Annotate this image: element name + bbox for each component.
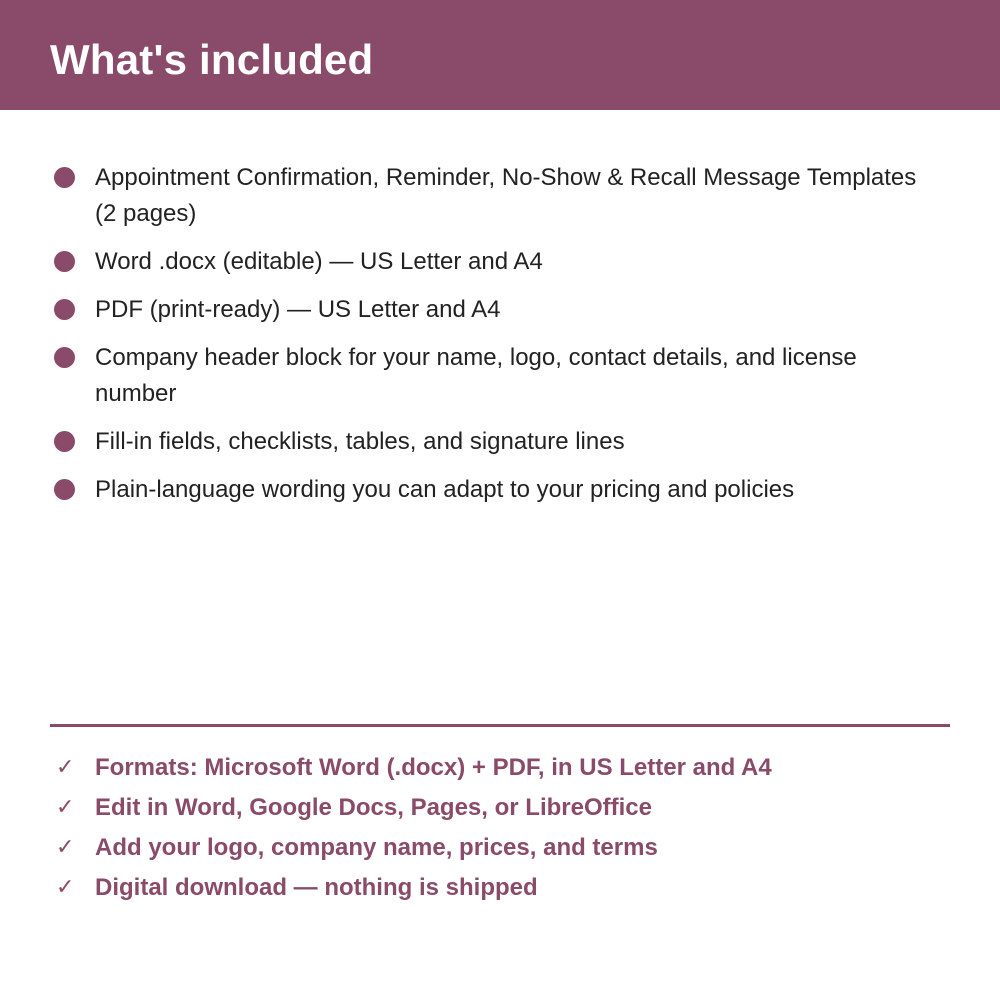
bullet-icon: [54, 251, 75, 272]
included-item-text: Fill-in fields, checklists, tables, and signature lines: [95, 428, 625, 455]
feature-item-text: Digital download — nothing is shipped: [95, 874, 538, 901]
included-item: [54, 244, 934, 280]
bullet-icon: [54, 479, 75, 500]
page-title: What's included: [50, 36, 374, 83]
included-item-text: Appointment Confirmation, Reminder, No-Show & Recall Message Templates (2 pages): [95, 164, 917, 227]
features-list: [54, 750, 934, 910]
included-item: [54, 424, 934, 460]
included-item-text: PDF (print-ready) — US Letter and A4: [95, 296, 501, 323]
included-item: [54, 340, 934, 412]
feature-item-text: Edit in Word, Google Docs, Pages, or LibreOffice: [95, 794, 652, 821]
bullet-icon: [54, 299, 75, 320]
check-icon: ✓: [56, 875, 75, 900]
included-item-text: Plain-language wording you can adapt to your pricing and policies: [95, 476, 795, 503]
included-item-text: Company header block for your name, logo, contact details, and license number: [95, 344, 857, 407]
bullet-icon: [54, 347, 75, 368]
feature-item: [54, 790, 934, 830]
included-item: [54, 472, 934, 508]
included-item: [54, 292, 934, 328]
feature-item: [54, 830, 934, 870]
feature-item: [54, 750, 934, 790]
feature-item-text: Add your logo, company name, prices, and terms: [95, 834, 658, 861]
included-items-list: [54, 160, 934, 520]
section-divider: [50, 724, 950, 727]
check-icon: ✓: [56, 835, 75, 860]
feature-item-text: Formats: Microsoft Word (.docx) + PDF, in US Letter and A4: [95, 754, 772, 781]
bullet-icon: [54, 431, 75, 452]
bullet-icon: [54, 167, 75, 188]
included-item-text: Word .docx (editable) — US Letter and A4: [95, 248, 543, 275]
feature-item: [54, 870, 934, 910]
check-icon: ✓: [56, 755, 75, 780]
check-icon: ✓: [56, 795, 75, 820]
header-banner: [0, 0, 1000, 110]
included-item: [54, 160, 934, 232]
